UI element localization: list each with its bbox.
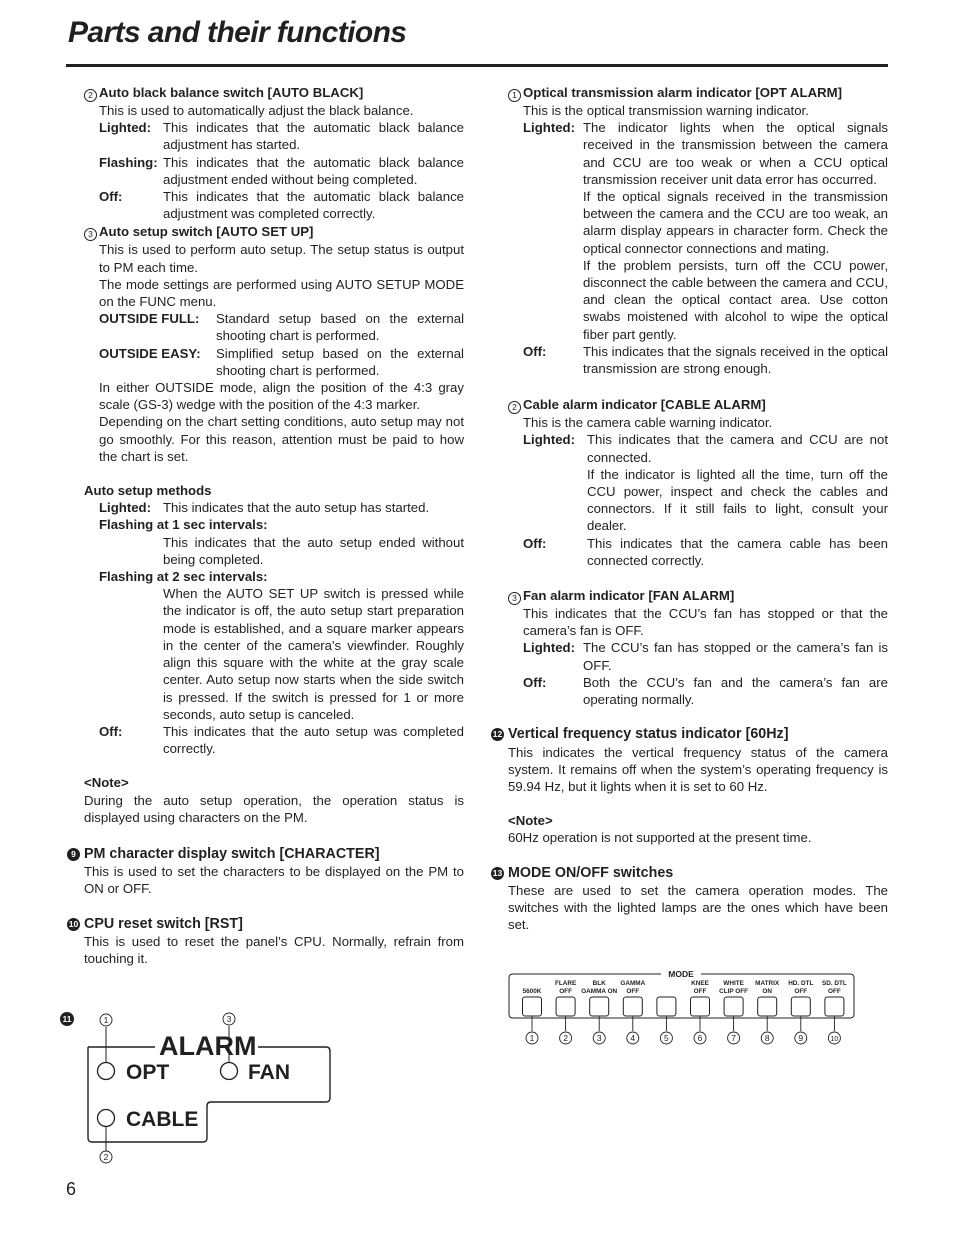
cable-alarm-lighted: Lighted: This indicates that the camera and CCU are not connected. If the indicator is lighted all the time, turn off the CCU power, inspect and check the cables and connectors. If it still fails to light, consult your dealer. [523,432,888,534]
auto-setup-desc1: This is used to perform auto setup. The setup status is output to PM each time. [99,242,464,275]
mode-switch-button[interactable] [724,997,743,1016]
methods-off: Off: This indicates that the auto setup was completed correctly. [99,723,464,757]
mode-switch-group [523,980,847,1044]
auto-black-heading: 2 Auto black balance switch [AUTO BLACK] [84,84,464,102]
mode-switch-callout-number: 7 [731,1033,736,1043]
mode-switch-label-bottom: OFF [626,988,640,995]
mode-switch-button[interactable] [657,997,676,1016]
mode-switch-label-top: MATRIX [755,980,780,987]
mode-switch-callout-number: 1 [529,1033,535,1043]
section-number-badge: 13 [491,867,504,880]
note-heading: <Note> [84,775,129,791]
opt-alarm-desc: This is the optical transmission warning indicator. [523,103,809,118]
mode-label: MODE [668,969,694,979]
section-number-badge: 9 [67,848,80,861]
fan-label: FAN [248,1061,290,1084]
mode-switch-callout-number: 5 [664,1033,669,1043]
mode-switch-label-top: GAMMA [620,980,646,987]
outside-full: OUTSIDE FULL: Standard setup based on the external shooting chart is performed. [99,311,464,344]
mode-switch-callout-number: 6 [697,1033,703,1043]
alarm-panel-diagram [60,1008,350,1168]
mode-switch-button[interactable] [556,997,575,1016]
mode-switch-label-bottom: ON [762,988,772,995]
mode-switch-label-bottom: GAMMA ON [581,988,618,995]
mode-switch-label-bottom: OFF [693,988,707,995]
fan-indicator-lamp [221,1063,238,1080]
cable-label: CABLE [126,1108,199,1131]
mode-switch-label-top: FLARE [554,980,577,987]
fan-alarm-off: Off: Both the CCU’s fan and the camera’s fan are operating normally. [523,674,888,708]
sec12-note-text: 60Hz operation is not supported at the present time. [508,830,812,846]
auto-setup-methods [84,499,464,757]
sec9-heading: 9 PM character display switch [CHARACTER] [84,846,464,863]
auto-black-off: Off: This indicates that the automatic black balance adjustment was completed correctly. [99,189,464,222]
mode-switch-button[interactable] [623,997,642,1016]
auto-setup-desc4: Depending on the chart setting conditions, auto setup may not go smoothly. For this reason, attention must be paid to how the chart is set. [99,414,464,464]
outside-easy: OUTSIDE EASY: Simplified setup based on the external shooting chart is performed. [99,345,464,378]
mode-switch-button[interactable] [523,997,542,1016]
mode-switch-label-top: BLK [592,980,606,987]
opt-alarm-off: Off: This indicates that the signals received in the optical transmission are strong enough. [523,343,888,377]
methods-flash2-text: When the AUTO SET UP switch is pressed while the indicator is off, the auto setup start preparation mode is established, and a square marker appears in the center of the camera's viewfinder. Roughly align this square with the white at the gray scale center. Auto setup now starts when the side switch is pressed. If the switch is pressed for 1 or more seconds, auto setup is canceled. [163,586,464,722]
circled-number: 2 [84,89,97,102]
svg-text:3: 3 [226,1014,232,1024]
methods-flash1-label: Flashing at 1 sec intervals: [99,517,268,533]
left-column [68,84,464,967]
svg-text:11: 11 [62,1014,72,1024]
cable-alarm-off: Off: This indicates that the camera cable has been connected correctly. [523,535,888,568]
sec13-heading: 13 MODE ON/OFF switches [492,864,674,881]
auto-setup-desc3: In either OUTSIDE mode, align the position of the 4:3 gray scale (GS-3) wedge with the position of the 4:3 marker. [99,380,464,413]
auto-setup-heading: 3 Auto setup switch [AUTO SET UP] [84,223,464,241]
cable-alarm-heading: 2 Cable alarm indicator [CABLE ALARM] [508,396,888,414]
mode-switch-label-bottom: OFF [559,988,572,995]
auto-black-lighted: Lighted: This indicates that the automatic black balance adjustment has started. [99,120,464,153]
fan-alarm-body [508,605,888,708]
opt-label: OPT [126,1061,170,1084]
cable-alarm-desc: This is the camera cable warning indicator. [523,415,773,431]
mode-switch-callout-number: 3 [596,1033,602,1043]
page-title: Parts and their functions [68,16,407,49]
page-number: 6 [66,1179,77,1199]
mode-switch-callout-number: 8 [764,1033,770,1043]
cable-indicator-lamp [98,1110,115,1127]
mode-switch-callout-number: 2 [563,1033,568,1043]
circled-number: 3 [508,592,521,605]
auto-setup-desc2: The mode settings are performed using AUTO SETUP MODE on the FUNC menu. [99,276,464,310]
mode-switch-label-bottom: CLIP OFF [719,988,749,995]
mode-switch-label-top: HD. DTL [788,980,814,987]
methods-flash2-label: Flashing at 2 sec intervals: [99,569,268,585]
auto-setup-body [84,241,464,465]
right-column [492,84,888,933]
opt-alarm-body [508,102,888,377]
mode-switch-callout-number: 4 [630,1033,636,1043]
section-number-badge: 10 [67,918,80,931]
title-rule [66,64,888,67]
mode-switch-label-bottom: OFF [794,988,808,995]
mode-switch-button[interactable] [691,997,710,1016]
sec12-heading: 12 Vertical frequency status indicator [60Hz] [492,726,789,743]
section-number-badge: 12 [491,728,504,741]
opt-alarm-lighted: Lighted: The indicator lights when the optical signals received in the transmission between the camera and CCU are too weak or when a CCU optical transmission receiver unit data error has occurred. If the optical signals received in the transmission between the camera and the CCU are too weak, an alarm display appears in character form. Check the optical connector connections and mating. If the problem persists, turn off the CCU power, disconnect the cable between the camera and CCU, and clean the optical contact area. Use cotton swabs moistened with alcohol to wipe the optical fiber part gently. [523,120,888,342]
opt-indicator-lamp [98,1063,115,1080]
auto-black-items [84,119,464,222]
circled-number: 3 [84,228,97,241]
circled-number: 2 [508,401,521,414]
alarm-label: ALARM [159,1031,257,1061]
fan-alarm-heading: 3 Fan alarm indicator [FAN ALARM] [508,587,888,605]
svg-text:1: 1 [103,1015,109,1025]
mode-switch-button[interactable] [825,997,844,1016]
mode-switch-label-top: KNEE [691,980,709,987]
note-text: During the auto setup operation, the operation status is displayed using characters on the PM. [84,792,464,825]
panel-outline [88,1047,330,1142]
mode-switch-button[interactable] [590,997,609,1016]
methods-lighted: Lighted: This indicates that the auto setup has started. [99,500,430,516]
methods-flash1-text: This indicates that the auto setup ended without being completed. [163,534,464,567]
auto-black-desc: This is used to automatically adjust the black balance. [99,103,414,118]
sec10-text: This is used to reset the panel’s CPU. Normally, refrain from touching it. [84,933,464,966]
mode-switch-button[interactable] [791,997,810,1016]
mode-switch-label-bottom: 5600K [522,988,542,995]
mode-switch-label-top: SD. DTL [821,980,847,987]
sec12-text: This indicates the vertical frequency status of the camera system. It remains off when the system’s operating frequency is 59.94 Hz, but it lights when it is set to 60 Hz. [508,744,888,794]
fan-alarm-desc: This indicates that the CCU’s fan has stopped or that the camera’s fan is OFF. [523,606,888,639]
mode-switch-button[interactable] [758,997,777,1016]
mode-switch-label-top: WHITE [723,980,744,987]
sec10-heading: 10 CPU reset switch [RST] [68,915,243,932]
sec9-text: This is used to set the characters to be displayed on the PM to ON or OFF. [84,864,464,897]
sec12-note-heading: <Note> [508,813,553,829]
mode-switch-callout-number: 9 [798,1033,804,1043]
mode-switch-callout-number: 10 [830,1036,839,1043]
opt-alarm-heading: 1 Optical transmission alarm indicator [OPT ALARM] [508,84,888,102]
auto-setup-methods-heading: Auto setup methods [84,483,212,499]
cable-alarm-body [508,414,888,569]
sec13-text: These are used to set the camera operation modes. The switches with the lighted lamps are the ones which have been set. [508,882,888,933]
circled-number: 1 [508,89,521,102]
fan-alarm-lighted: Lighted: The CCU’s fan has stopped or the camera’s fan is OFF. [523,640,888,673]
mode-switch-panel [506,966,856,1050]
mode-switch-label-bottom: OFF [828,988,841,995]
auto-black-flashing: Flashing: This indicates that the automatic black balance adjustment ended without being completed. [99,154,464,187]
svg-text:2: 2 [103,1152,109,1162]
